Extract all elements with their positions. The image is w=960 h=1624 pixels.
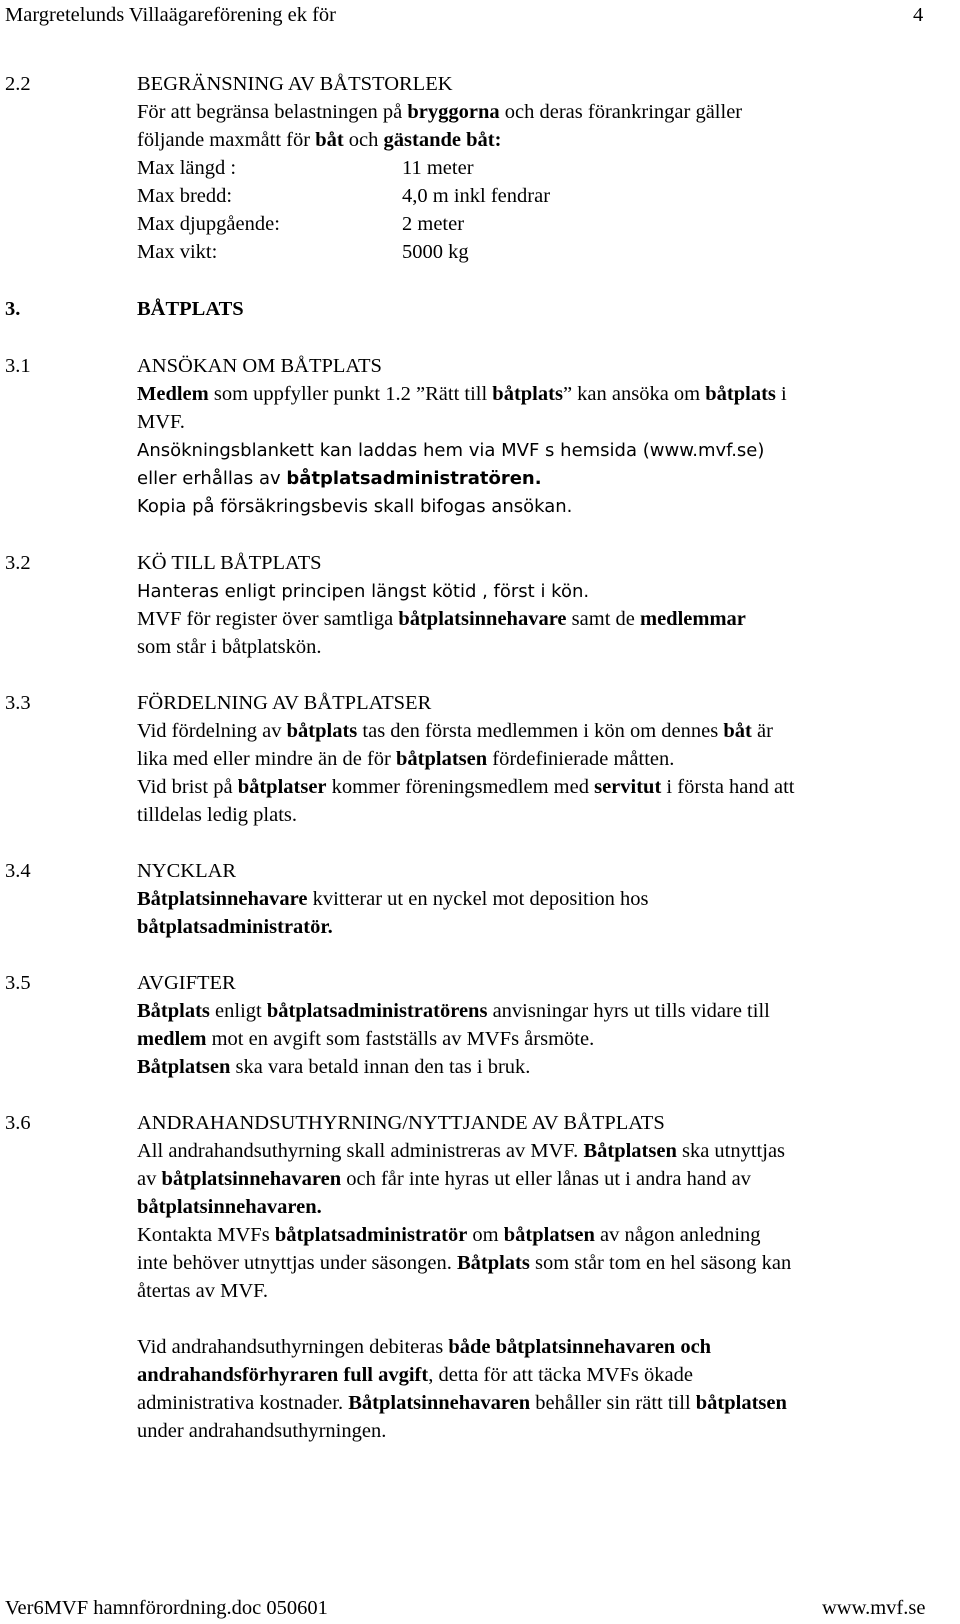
footer-site: www.mvf.se: [822, 1597, 926, 1619]
section-number: 3.1: [5, 355, 31, 377]
paragraph-line: som står i båtplatskön.: [137, 636, 322, 658]
paragraph-line: Båtplatsinnehavare kvitterar ut en nyckel mot deposition hos: [137, 888, 649, 910]
section-title: KÖ TILL BÅTPLATS: [137, 552, 322, 574]
section-number: 3.2: [5, 552, 31, 574]
paragraph-line: båtplatsadministratör.: [137, 916, 333, 938]
paragraph-line: medlem mot en avgift som fastställs av MVFs årsmöte.: [137, 1028, 595, 1050]
paragraph-line: Vid andrahandsuthyrningen debiteras både båtplatsinnehavaren och: [137, 1336, 712, 1358]
paragraph-line: MVF.: [137, 411, 185, 433]
limit-value: 4,0 m inkl fendrar: [402, 185, 551, 207]
paragraph-line: Hanteras enligt principen längst kötid , först i kön.: [137, 581, 590, 602]
paragraph-line: inte behöver utnyttjas under säsongen. Båtplats som står tom en hel säsong kan: [137, 1252, 792, 1274]
section-title: FÖRDELNING AV BÅTPLATSER: [137, 692, 432, 714]
section-title: NYCKLAR: [137, 860, 237, 882]
section-title: AVGIFTER: [137, 972, 236, 994]
header-org: Margretelunds Villaägareförening ek för: [5, 4, 337, 26]
limit-value: 2 meter: [402, 213, 465, 235]
section-number: 3.3: [5, 692, 31, 714]
paragraph-line: För att begränsa belastningen på bryggorna och deras förankringar gäller: [137, 101, 743, 123]
chapter-number: 3.: [5, 298, 21, 320]
chapter-title: BÅTPLATS: [137, 298, 244, 320]
section-number: 3.6: [5, 1112, 31, 1134]
paragraph-line: Vid brist på båtplatser kommer föreningsmedlem med servitut i första hand att: [137, 776, 795, 798]
paragraph-line: Kontakta MVFs båtplatsadministratör om båtplatsen av någon anledning: [137, 1224, 761, 1246]
paragraph-line: återtas av MVF.: [137, 1280, 269, 1302]
section-number: 3.4: [5, 860, 31, 882]
paragraph-line: eller erhållas av båtplatsadministratören.: [137, 468, 542, 489]
page-number: 4: [913, 4, 924, 26]
paragraph-line: All andrahandsuthyrning skall administreras av MVF. Båtplatsen ska utnyttjas: [137, 1140, 786, 1162]
paragraph-line: under andrahandsuthyrningen.: [137, 1420, 387, 1442]
limit-label: Max vikt:: [137, 241, 218, 263]
paragraph-line: administrativa kostnader. Båtplatsinnehavaren behåller sin rätt till båtplatsen: [137, 1392, 787, 1414]
limit-label: Max bredd:: [137, 185, 233, 207]
limit-value: 5000 kg: [402, 241, 469, 263]
paragraph-line: MVF för register över samtliga båtplatsinnehavare samt de medlemmar: [137, 608, 746, 630]
paragraph-line: Ansökningsblankett kan laddas hem via MVF s hemsida (www.mvf.se): [137, 440, 765, 461]
paragraph-line: Kopia på försäkringsbevis skall bifogas ansökan.: [137, 496, 573, 517]
paragraph-line: följande maxmått för båt och gästande båt:: [137, 129, 502, 151]
limit-label: Max djupgående:: [137, 213, 280, 235]
paragraph-line: båtplatsinnehavaren.: [137, 1196, 322, 1218]
paragraph-line: andrahandsförhyraren full avgift, detta för att täcka MVFs ökade: [137, 1364, 693, 1386]
paragraph-line: lika med eller mindre än de för båtplatsen fördefinierade måtten.: [137, 748, 675, 770]
paragraph-line: Vid fördelning av båtplats tas den första medlemmen i kön om dennes båt är: [137, 720, 773, 742]
paragraph-line: tilldelas ledig plats.: [137, 804, 297, 826]
footer-doc-name: Ver6MVF hamnförordning.doc 050601: [5, 1597, 328, 1619]
paragraph-line: av båtplatsinnehavaren och får inte hyras ut eller lånas ut i andra hand av: [137, 1168, 751, 1190]
limit-value: 11 meter: [402, 157, 474, 179]
paragraph-line: Båtplatsen ska vara betald innan den tas i bruk.: [137, 1056, 531, 1078]
limit-label: Max längd :: [137, 157, 237, 179]
section-title: ANSÖKAN OM BÅTPLATS: [137, 355, 382, 377]
paragraph-line: Medlem som uppfyller punkt 1.2 ”Rätt till båtplats” kan ansöka om båtplats i: [137, 383, 787, 405]
section-number: 2.2: [5, 73, 31, 95]
section-number: 3.5: [5, 972, 31, 994]
section-title: BEGRÄNSNING AV BÅTSTORLEK: [137, 73, 453, 95]
paragraph-line: Båtplats enligt båtplatsadministratörens anvisningar hyrs ut tills vidare till: [137, 1000, 770, 1022]
section-title: ANDRAHANDSUTHYRNING/NYTTJANDE AV BÅTPLATS: [137, 1112, 665, 1134]
